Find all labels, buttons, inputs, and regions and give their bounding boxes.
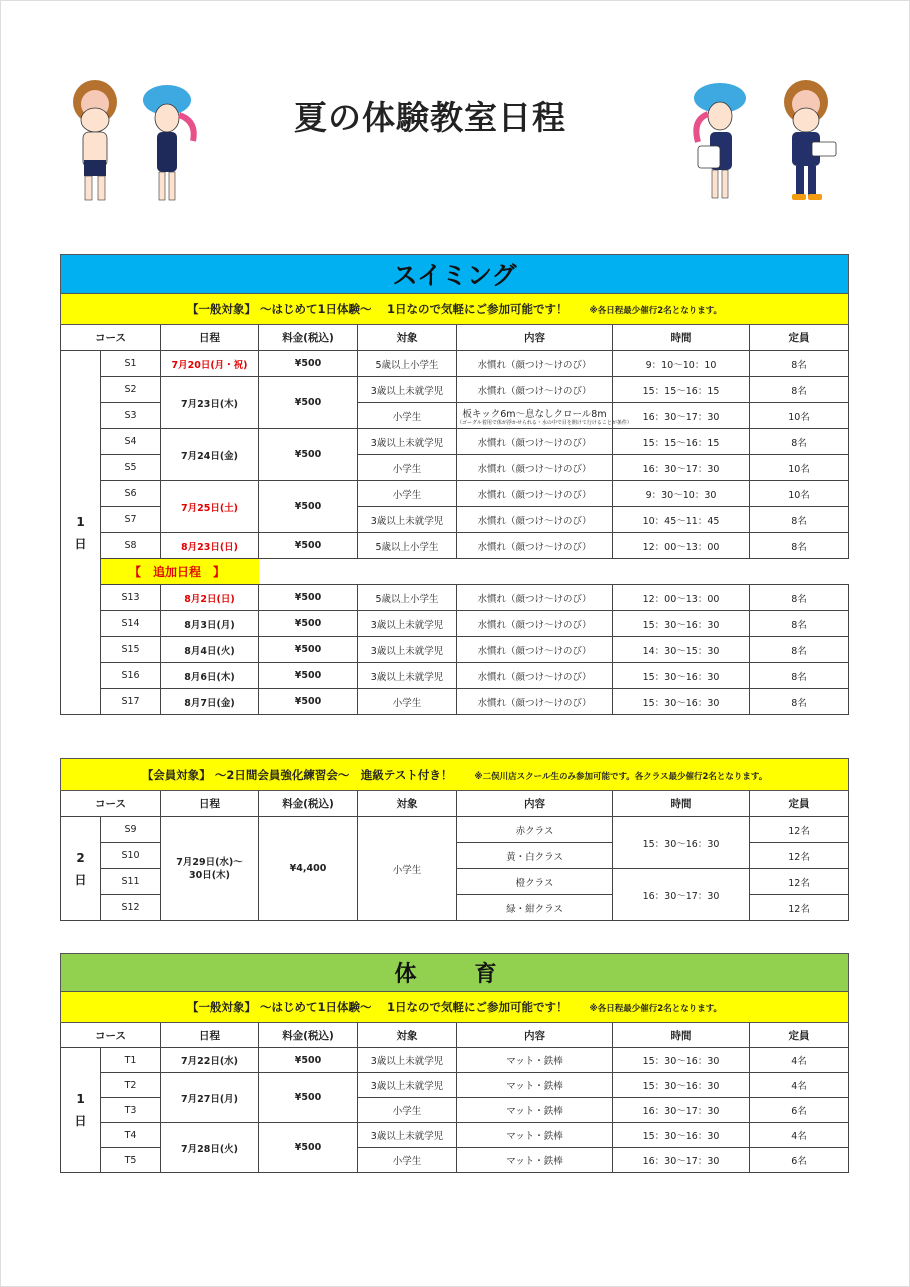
- header-time: 時間: [613, 325, 750, 351]
- target: 5歳以上小学生: [358, 585, 457, 611]
- target: 3歳以上未就学児: [358, 1048, 457, 1073]
- fee: ¥500: [259, 377, 358, 429]
- content: 水慣れ（顔つけ～けのび）: [457, 663, 613, 689]
- schedule-date: 7月25日(土): [161, 481, 259, 533]
- capacity: 8名: [750, 585, 849, 611]
- content: 水慣れ（顔つけ～けのび）: [457, 377, 613, 403]
- content: [457, 403, 632, 429]
- mascot-left-illustration: [55, 80, 205, 210]
- fee: ¥500: [259, 351, 358, 377]
- banner-note: ※各日程最少催行2名となります。: [589, 1004, 723, 1014]
- day-count: 1日: [61, 1048, 101, 1173]
- table-row: [61, 377, 849, 403]
- capacity: 10名: [750, 481, 849, 507]
- content: 水慣れ（顔つけ～けのび）: [457, 351, 613, 377]
- capacity: 12名: [750, 817, 849, 843]
- gym-banner: [61, 992, 849, 1023]
- target: 3歳以上未就学児: [358, 663, 457, 689]
- course-code: T5: [101, 1148, 161, 1173]
- monkey-boy-icon: [73, 80, 117, 200]
- course-code: S10: [101, 843, 161, 869]
- table-row: [61, 585, 849, 611]
- capacity: 8名: [750, 533, 849, 559]
- gym-schedule-table: [60, 953, 849, 1173]
- time: 15：30～16：30: [613, 1123, 750, 1148]
- target: 3歳以上未就学児: [358, 611, 457, 637]
- target: 3歳以上未就学児: [358, 1073, 457, 1098]
- table-header: [61, 1023, 849, 1048]
- content: 水慣れ（顔つけ～けのび）: [457, 533, 613, 559]
- content: マット・鉄棒: [457, 1073, 613, 1098]
- time: 12：00～13：00: [613, 533, 750, 559]
- content-note: （ゴーグル着用で体が浮かせられる・水の中で目を開けて行けることが条件）: [457, 419, 632, 426]
- time: 9：30～10：30: [613, 481, 750, 507]
- target: 3歳以上未就学児: [358, 637, 457, 663]
- content: 水慣れ（顔つけ～けのび）: [457, 481, 613, 507]
- target: 小学生: [358, 481, 457, 507]
- time: 9：10～10：10: [613, 351, 750, 377]
- header-time: 時間: [613, 791, 750, 817]
- capacity: 10名: [750, 455, 849, 481]
- table-row: [61, 533, 849, 559]
- schedule-date: 8月4日(火): [161, 637, 259, 663]
- fee: ¥500: [259, 689, 358, 715]
- fee: ¥500: [259, 663, 358, 689]
- fee: ¥500: [259, 1048, 358, 1073]
- date-line-2: 30日(木): [189, 869, 230, 881]
- time: 15：30～16：30: [613, 1048, 750, 1073]
- time: 15：15～16：15: [613, 429, 750, 455]
- capacity: 8名: [750, 507, 849, 533]
- banner-text: 【会員対象】 ～2日間会員強化練習会～ 進級テスト付き！: [141, 767, 453, 782]
- blank-cell: [259, 559, 849, 585]
- target: 3歳以上未就学児: [358, 429, 457, 455]
- course-code: T4: [101, 1123, 161, 1148]
- header-content: 内容: [457, 325, 613, 351]
- course-code: S3: [101, 403, 161, 429]
- day-count: 1日: [61, 351, 101, 715]
- time: 16：30～17：30: [613, 403, 750, 429]
- fee: ¥500: [259, 481, 358, 533]
- header-course: コース: [61, 791, 161, 817]
- fee: ¥4,400: [259, 817, 358, 921]
- table-row: [61, 429, 849, 455]
- course-code: S2: [101, 377, 161, 403]
- header-fee: 料金(税込): [259, 791, 358, 817]
- time: 16：30～17：30: [613, 1148, 750, 1173]
- time: 16：30～17：30: [613, 869, 750, 921]
- target: 小学生: [358, 403, 457, 429]
- table-row: [61, 351, 849, 377]
- swimming-banner: [61, 294, 849, 325]
- header-target: 対象: [358, 791, 457, 817]
- capacity: 6名: [750, 1148, 849, 1173]
- banner-text: 【一般対象】 ～はじめて1日体験～ 1日なので気軽にご参加可能です！: [187, 1000, 568, 1014]
- schedule-date: 7月22日(水): [161, 1048, 259, 1073]
- schedule-date: 8月2日(日): [161, 585, 259, 611]
- schedule-date: [161, 817, 259, 921]
- target: 3歳以上未就学児: [358, 507, 457, 533]
- content: 水慣れ（顔つけ～けのび）: [457, 429, 613, 455]
- banner-note: ※各日程最少催行2名となります。: [589, 306, 723, 316]
- schedule-date: 8月7日(金): [161, 689, 259, 715]
- header-course: コース: [61, 325, 161, 351]
- content: マット・鉄棒: [457, 1148, 613, 1173]
- target: 小学生: [358, 689, 457, 715]
- capacity: 4名: [750, 1048, 849, 1073]
- fee: ¥500: [259, 585, 358, 611]
- course-code: S9: [101, 817, 161, 843]
- content: マット・鉄棒: [457, 1048, 613, 1073]
- capacity: 8名: [750, 689, 849, 715]
- header-target: 対象: [358, 325, 457, 351]
- time: 15：15～16：15: [613, 377, 750, 403]
- section-title-swimming: スイミング: [61, 255, 849, 294]
- content-main: 板キック6m～息なしクロール8m: [462, 408, 607, 420]
- capacity: 6名: [750, 1098, 849, 1123]
- header-target: 対象: [358, 1023, 457, 1048]
- day-count: 2日: [61, 817, 101, 921]
- capacity: 12名: [750, 895, 849, 921]
- header-time: 時間: [613, 1023, 750, 1048]
- dolphin-girl-icon: [143, 85, 194, 200]
- capacity: 8名: [750, 611, 849, 637]
- schedule-date: 8月6日(木): [161, 663, 259, 689]
- content: 橙クラス: [457, 869, 613, 895]
- target: 5歳以上小学生: [358, 351, 457, 377]
- header-date: 日程: [161, 791, 259, 817]
- header-date: 日程: [161, 1023, 259, 1048]
- fee: ¥500: [259, 637, 358, 663]
- course-code: S4: [101, 429, 161, 455]
- table-header: [61, 791, 849, 817]
- target: 小学生: [358, 1098, 457, 1123]
- capacity: 8名: [750, 351, 849, 377]
- capacity: 12名: [750, 843, 849, 869]
- capacity: 12名: [750, 869, 849, 895]
- course-code: S16: [101, 663, 161, 689]
- table-row: [61, 611, 849, 637]
- course-code: S1: [101, 351, 161, 377]
- time: 14：30～15：30: [613, 637, 750, 663]
- time: 15：30～16：30: [613, 663, 750, 689]
- schedule-date: 7月27日(月): [161, 1073, 259, 1123]
- additional-dates-label: 【 追加日程 】: [101, 559, 259, 585]
- time: 15：30～16：30: [613, 817, 750, 869]
- header-content: 内容: [457, 791, 613, 817]
- member-schedule-table: [60, 758, 849, 921]
- schedule-date: 8月3日(月): [161, 611, 259, 637]
- mascot-right-illustration: [688, 80, 848, 210]
- schedule-date: 7月23日(木): [161, 377, 259, 429]
- fee: ¥500: [259, 1073, 358, 1123]
- schedule-date: 8月23日(日): [161, 533, 259, 559]
- content: 水慣れ（顔つけ～けのび）: [457, 585, 613, 611]
- content: 水慣れ（顔つけ～けのび）: [457, 689, 613, 715]
- content: 水慣れ（顔つけ～けのび）: [457, 455, 613, 481]
- additional-dates-row: [61, 559, 849, 585]
- fee: ¥500: [259, 611, 358, 637]
- date-line-1: 7月29日(水)～: [176, 856, 243, 868]
- banner-note: ※二俣川店スクール生のみ参加可能です。各クラス最少催行2名となります。: [474, 771, 768, 782]
- fee: ¥500: [259, 429, 358, 481]
- table-row: [61, 689, 849, 715]
- content: 水慣れ（顔つけ～けのび）: [457, 611, 613, 637]
- section-title-gym: 体 育: [61, 954, 849, 992]
- table-row: [61, 481, 849, 507]
- table-header: [61, 325, 849, 351]
- time: 16：30～17：30: [613, 1098, 750, 1123]
- schedule-date: 7月24日(金): [161, 429, 259, 481]
- capacity: 4名: [750, 1073, 849, 1098]
- content: マット・鉄棒: [457, 1098, 613, 1123]
- time: 15：30～16：30: [613, 689, 750, 715]
- target: 3歳以上未就学児: [358, 1123, 457, 1148]
- header-capacity: 定員: [750, 325, 849, 351]
- course-code: S5: [101, 455, 161, 481]
- header-content: 内容: [457, 1023, 613, 1048]
- target: 5歳以上小学生: [358, 533, 457, 559]
- target: 3歳以上未就学児: [358, 377, 457, 403]
- fee: ¥500: [259, 1123, 358, 1173]
- table-row: [61, 1048, 849, 1073]
- schedule-date: 7月28日(火): [161, 1123, 259, 1173]
- capacity: 8名: [750, 637, 849, 663]
- course-code: S7: [101, 507, 161, 533]
- time: 16：30～17：30: [613, 455, 750, 481]
- course-code: S12: [101, 895, 161, 921]
- time: 12：00～13：00: [613, 585, 750, 611]
- target: 小学生: [358, 455, 457, 481]
- course-code: S8: [101, 533, 161, 559]
- course-code: T2: [101, 1073, 161, 1098]
- header-capacity: 定員: [750, 791, 849, 817]
- table-row: [61, 1073, 849, 1098]
- target: 小学生: [358, 1148, 457, 1173]
- capacity: 10名: [750, 403, 849, 429]
- schedule-date: 7月20日(月・祝): [161, 351, 259, 377]
- capacity: 8名: [750, 377, 849, 403]
- content: マット・鉄棒: [457, 1123, 613, 1148]
- capacity: 4名: [750, 1123, 849, 1148]
- course-code: S6: [101, 481, 161, 507]
- header-fee: 料金(税込): [259, 1023, 358, 1048]
- course-code: T1: [101, 1048, 161, 1073]
- table-row: [61, 637, 849, 663]
- course-code: S11: [101, 869, 161, 895]
- content: 黄・白クラス: [457, 843, 613, 869]
- member-banner: [61, 759, 849, 791]
- table-row: [61, 663, 849, 689]
- dolphin-girl-icon: [694, 83, 746, 198]
- monkey-boy-icon: [784, 80, 836, 200]
- banner-text: 【一般対象】 ～はじめて1日体験～ 1日なので気軽にご参加可能です！: [187, 302, 568, 316]
- target: 小学生: [358, 817, 457, 921]
- content: 緑・紺クラス: [457, 895, 613, 921]
- header-course: コース: [61, 1023, 161, 1048]
- capacity: 8名: [750, 663, 849, 689]
- header-fee: 料金(税込): [259, 325, 358, 351]
- page-title: 夏の体験教室日程: [294, 98, 566, 137]
- content: 赤クラス: [457, 817, 613, 843]
- fee: ¥500: [259, 533, 358, 559]
- time: 15：30～16：30: [613, 611, 750, 637]
- course-code: S15: [101, 637, 161, 663]
- table-row: [61, 817, 849, 843]
- header-date: 日程: [161, 325, 259, 351]
- time: 10：45～11：45: [613, 507, 750, 533]
- content: 水慣れ（顔つけ～けのび）: [457, 637, 613, 663]
- course-code: T3: [101, 1098, 161, 1123]
- course-code: S17: [101, 689, 161, 715]
- header-capacity: 定員: [750, 1023, 849, 1048]
- capacity: 8名: [750, 429, 849, 455]
- table-row: [61, 1123, 849, 1148]
- swimming-schedule-table: [60, 254, 849, 715]
- time: 15：30～16：30: [613, 1073, 750, 1098]
- course-code: S13: [101, 585, 161, 611]
- content: 水慣れ（顔つけ～けのび）: [457, 507, 613, 533]
- course-code: S14: [101, 611, 161, 637]
